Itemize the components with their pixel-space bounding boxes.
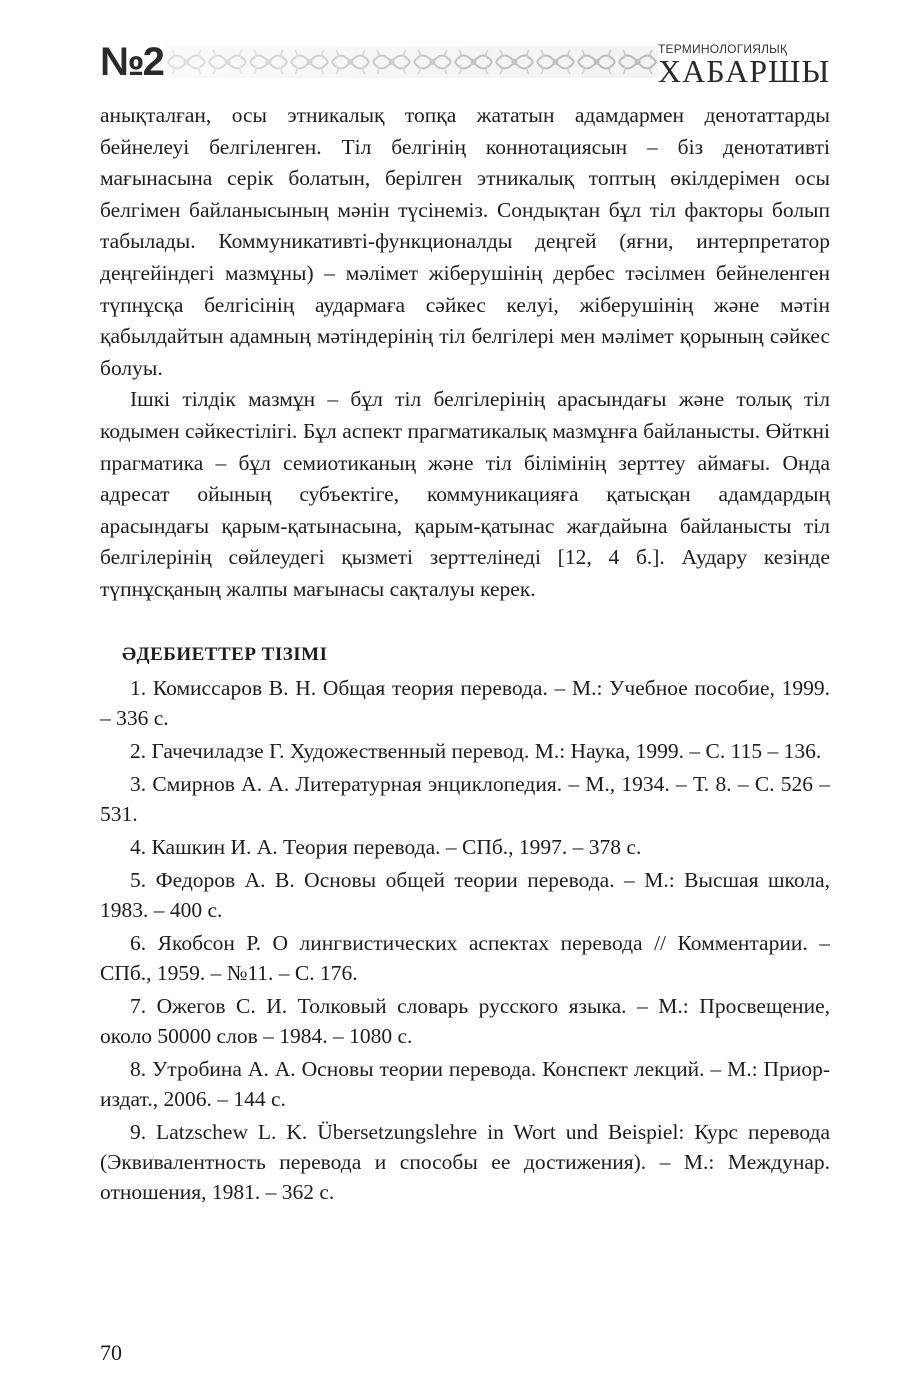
references-list [100, 673, 830, 1207]
reference-item: 4. Кашкин И. А. Теория перевода. – СПб., 1997. – 378 с. [130, 834, 642, 859]
body-paragraph: Ішкі тілдік мазмұн – бұл тіл белгілерінің арасындағы және толық тіл кодымен сәйкестілігі. Бұл аспект прагматикалық мазмұнға байланысты. Өйткні прагматика – бұл семиотиканың және тіл білімінің зерттеу аймағы. Онда адресат ойының субъектіге, коммуникацияға қатысқан адамдардың арасындағы қарым-қатынасына, қарым-қатынас жағдайына байланысты тіл белгілерінің сөйлеудегі қызметі зерттелінеді [12, 4 б.]. Аудару кезінде түпнұсқаның жалпы мағынасы сақталуы керек. [100, 387, 830, 601]
reference-item: 5. Федоров А. В. Основы общей теории перевода. – М.: Высшая школа, 1983. – 400 с. [100, 867, 830, 922]
ornament-border [166, 46, 658, 78]
references-heading: ӘДЕБИЕТТЕР ТІЗІМІ [122, 643, 328, 665]
reference-item: 3. Смирнов А. А. Литературная энциклопедия. – М., 1934. – Т. 8. – С. 526 – 531. [100, 771, 830, 826]
page-content [100, 100, 830, 1210]
reference-item: 9. Latzschew L. K. Übersetzungslehre in Wort und Beispiel: Курс перевода (Эквивалентность перевода и способы ее достижения). – М.: Междунар. отношения, 1981. – 362 с. [100, 1119, 830, 1204]
page-header [100, 40, 830, 90]
reference-item: 2. Гачечиладзе Г. Художественный перевод. М.: Наука, 1999. – С. 115 – 136. [130, 738, 822, 763]
page-number: 70 [100, 1340, 122, 1365]
journal-title-line1: ТЕРМИНОЛОГИЯЛЫҚ [658, 42, 788, 56]
reference-item: 8. Утробина А. А. Основы теории перевода. Конспект лекций. – М.: Приор-издат., 2006. – 144 с. [100, 1056, 830, 1111]
reference-item: 6. Якобсон Р. О лингвистических аспектах перевода // Комментарии. – СПб., 1959. – №11. – С. 176. [100, 930, 830, 985]
reference-item: 1. Комиссаров В. Н. Общая теория перевода. – М.: Учебное пособие, 1999. – 336 с. [100, 675, 830, 730]
body-paragraph: анықталған, осы этникалық топқа жататын адамдармен денотаттарды бейнелеуі белгіленген. Тіл белгінің коннотациясын – біз денотативті мағынасына серік болатын, берілген этникалық топтың өкілдерімен осы белгімен байланысының мәнін түсінеміз. Сондықтан бұл тіл факторы болып табылады. Коммуникативті-функционалды деңгей (яғни, интерпретатор деңгейіндегі мазмұны) – мәлімет жіберушінің дербес тәсілмен бейнеленген түпнұсқа белгісінің аудармаға сәйкес келуі, жіберушінің және мәтін қабылдайтын адамның мәтіндерінің тіл белгілері мен мәлімет қорының сәйкес болуы. [100, 103, 830, 380]
issue-number: №2 [100, 40, 163, 84]
journal-title-line2: ХАБАРШЫ [658, 53, 831, 89]
reference-item: 7. Ожегов С. И. Толковый словарь русского языка. – М.: Просвещение, около 50000 слов – 1984. – 1080 с. [100, 993, 830, 1048]
journal-title [658, 42, 831, 89]
